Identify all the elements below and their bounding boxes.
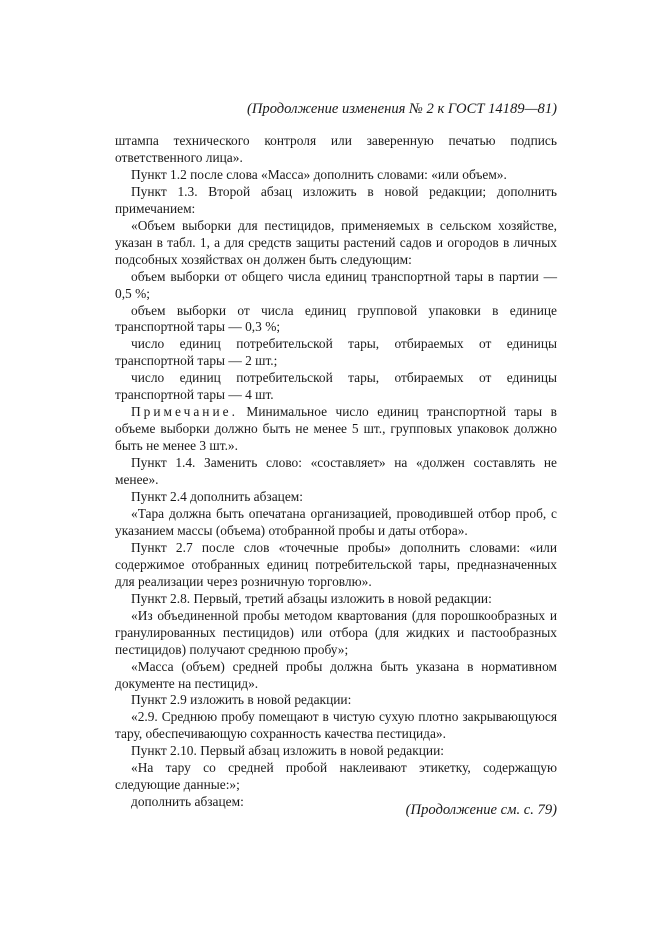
paragraph: Пункт 1.2 после слова «Масса» дополнить словами: «или объем». <box>131 166 507 182</box>
paragraph: Пункт 2.7 после слов «точечные пробы» дополнить словами: «или содержимое отобранных единиц потребительской тары, предназначенных для реализации через розничную торговлю». <box>115 539 557 589</box>
note-paragraph <box>115 404 557 455</box>
paragraph: Пункт 2.8. Первый, третий абзацы изложить в новой редакции: <box>131 590 492 606</box>
paragraph: объем выборки от числа единиц групповой упаковки в единице транспортной тары — 0,3 %; <box>115 302 557 335</box>
paragraph: дополнить абзацем: <box>131 794 244 810</box>
paragraph: число единиц потребительской тары, отбираемых от единицы транспортной тары — 4 шт. <box>115 370 557 403</box>
document-body <box>115 133 557 811</box>
paragraph: «Объем выборки для пестицидов, применяемых в сельском хозяйстве, указан в табл. 1, а для средств защиты растений садов и огородов в личных подсобных хозяйствах он должен быть следующим: <box>115 217 557 267</box>
page-footer-continuation: (Продолжение см. с. 79) <box>405 802 557 818</box>
paragraph: Пункт 2.10. Первый абзац изложить в новой редакции: <box>131 743 444 759</box>
paragraph: «Масса (объем) средней пробы должна быть указана в нормативном документе на пестицид». <box>115 658 557 691</box>
note-label: Примечание. <box>131 404 238 420</box>
paragraph: Пункт 2.4 дополнить абзацем: <box>131 489 303 505</box>
paragraph: «2.9. Среднюю пробу помещают в чистую сухую плотно закрывающуюся тару, обеспечивающую сохранность качества пестицида». <box>115 709 557 742</box>
note-text: Минимальное число единиц транспортной тары в объеме выборки должно быть не менее 5 шт., групповых упаковок должно быть не менее 3 шт.». <box>115 404 557 454</box>
paragraph: Пункт 1.3. Второй абзац изложить в новой редакции; дополнить примечанием: <box>115 183 557 216</box>
paragraph: Пункт 1.4. Заменить слово: «составляет» на «должен составлять не менее». <box>115 455 557 488</box>
paragraph: «Из объединенной пробы методом квартования (для порошкообразных и гранулированных пестицидов) или отбора (для жидких и пастообразных пестицидов) получают среднюю пробу»; <box>115 607 557 657</box>
paragraph: «На тару со средней пробой наклеивают этикетку, содержащую следующие данные:»; <box>115 760 557 793</box>
paragraph: «Тара должна быть опечатана организацией, проводившей отбор проб, с указанием массы (объема) отобранной пробы и даты отбора». <box>115 505 557 538</box>
paragraph: Пункт 2.9 изложить в новой редакции: <box>131 692 352 708</box>
paragraph: число единиц потребительской тары, отбираемых от единицы транспортной тары — 2 шт.; <box>115 336 557 369</box>
page-header-continuation: (Продолжение изменения № 2 к ГОСТ 14189—81) <box>247 101 557 117</box>
paragraph: объем выборки от общего числа единиц транспортной тары в партии — 0,5 %; <box>115 268 557 301</box>
paragraph: штампа технического контроля или заверенную печатью подпись ответственного лица». <box>115 133 557 165</box>
